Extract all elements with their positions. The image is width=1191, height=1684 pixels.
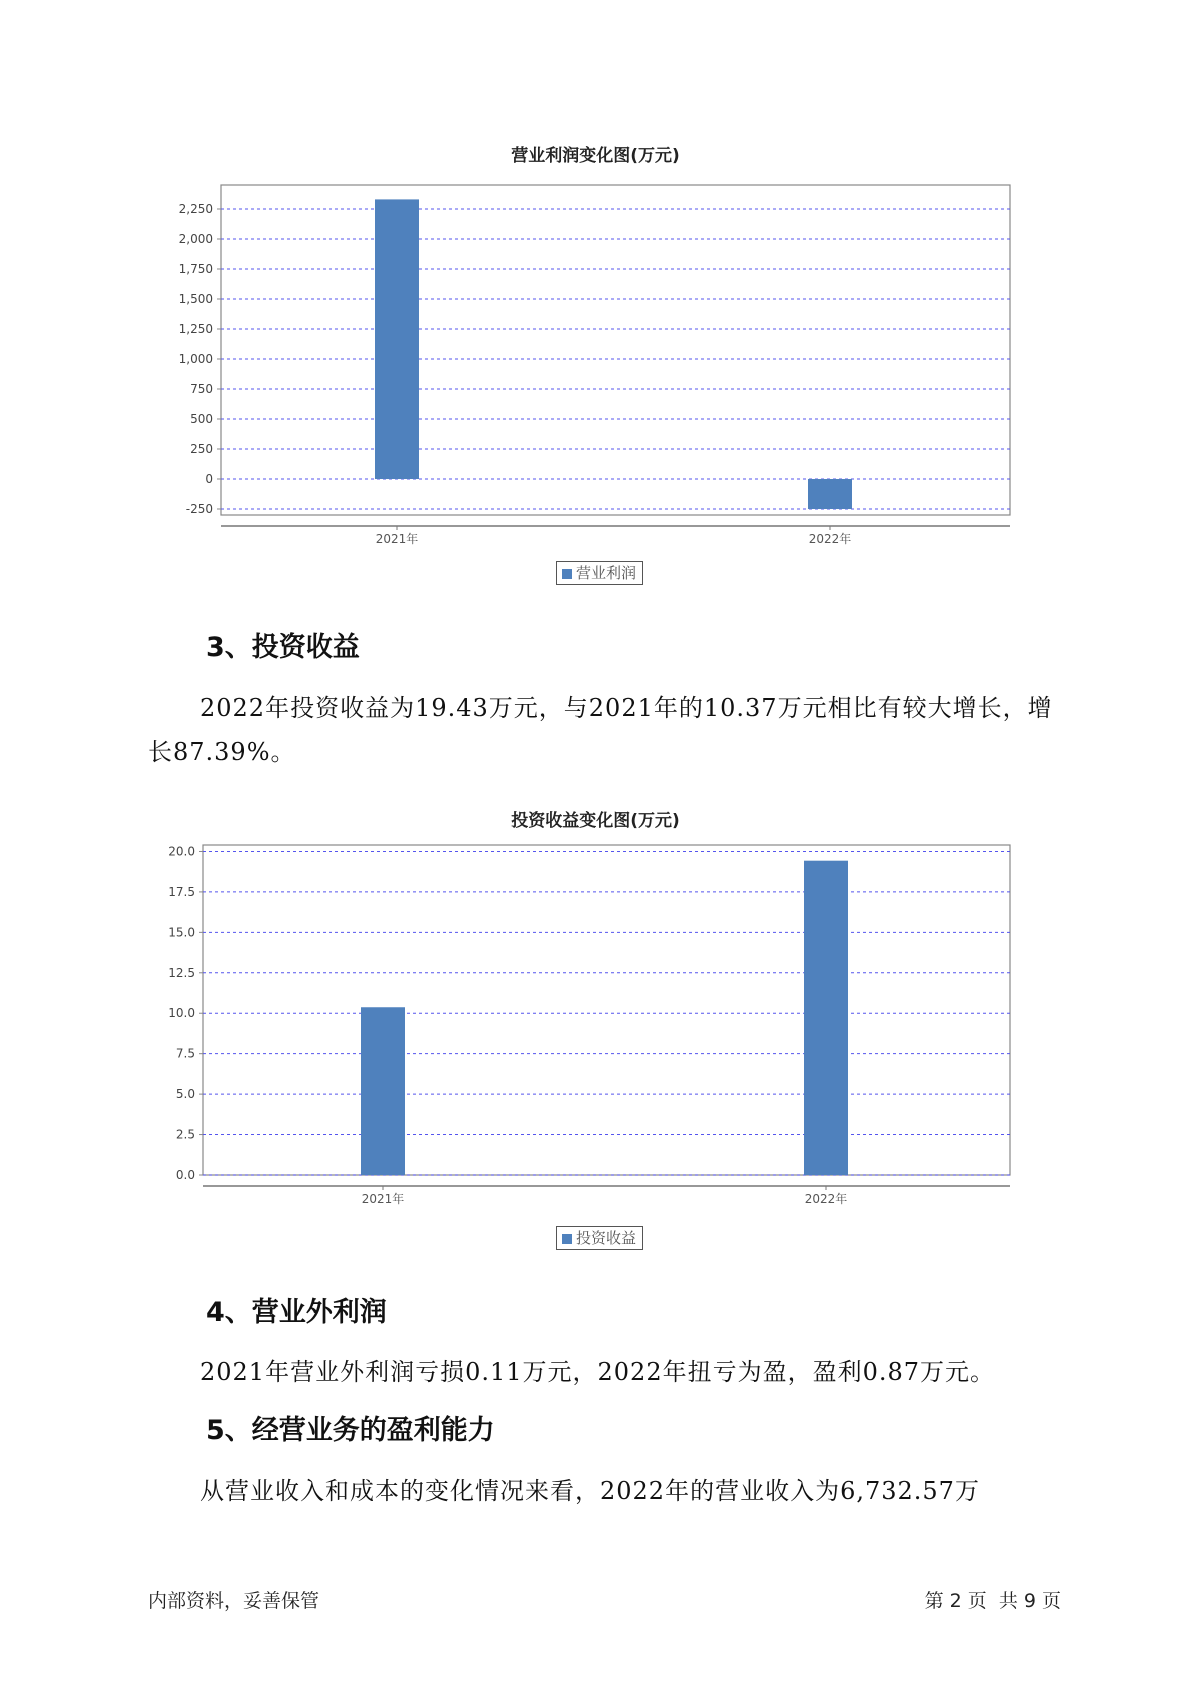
y-tick-label: 750 [190,382,213,396]
chart1-title: 营业利润变化图(万元) [511,146,680,166]
y-tick-label: -250 [185,502,213,516]
section3-paragraph: 2022年投资收益为19.43万元，与2021年的10.37万元相比有较大增长，增长87.39%。 [148,694,1053,766]
bar-2022年 [804,861,848,1175]
y-tick-label: 20.0 [168,844,195,859]
y-tick-label: 0.0 [175,1168,195,1182]
y-tick-label: 2.5 [175,1127,195,1142]
y-tick-label: 7.5 [175,1046,195,1061]
y-tick-label: 15.0 [168,925,195,940]
chart1-legend [556,561,643,585]
chart2-legend-label: 投资收益 [576,1229,637,1247]
bar-2021年 [375,199,419,479]
y-tick-label: 1,250 [178,322,213,336]
plot-area [203,845,1010,1175]
y-tick-label: 1,750 [178,262,213,276]
plot-area [221,185,1010,515]
section4-heading: 4、营业外利润 [206,1297,387,1328]
y-tick-label: 17.5 [168,884,195,899]
chart2-investment-income [0,845,1191,1225]
y-tick-label: 10.0 [168,1006,195,1021]
y-tick-label: 0 [205,472,213,486]
section5-paragraph: 从营业收入和成本的变化情况来看，2022年的营业收入为6,732.57万 [200,1477,980,1505]
legend-swatch [562,569,572,579]
legend-swatch [562,1234,572,1244]
x-tick-label: 2022年 [808,532,852,546]
chart2-legend [556,1226,643,1250]
chart1-operating-profit [0,180,1191,560]
section3-heading: 3、投资收益 [206,632,360,663]
y-tick-label: 1,000 [178,352,213,366]
y-tick-label: 500 [190,412,213,426]
section4-paragraph: 2021年营业外利润亏损0.11万元，2022年扭亏为盈，盈利0.87万元。 [200,1358,996,1386]
bar-2022年 [808,479,852,509]
y-tick-label: 2,250 [178,202,213,216]
y-tick-label: 2,000 [178,232,213,246]
y-tick-label: 250 [190,442,213,456]
y-tick-label: 12.5 [168,965,195,980]
x-tick-label: 2021年 [375,532,419,546]
chart1-legend-label: 营业利润 [576,564,637,582]
footer-confidential-note: 内部资料，妥善保管 [148,1590,320,1612]
x-tick-label: 2021年 [361,1192,405,1206]
y-tick-label: 5.0 [175,1087,195,1102]
chart2-title: 投资收益变化图(万元) [511,811,680,831]
section5-heading: 5、经营业务的盈利能力 [206,1415,495,1446]
bar-2021年 [361,1007,405,1175]
x-tick-label: 2022年 [804,1192,848,1206]
y-tick-label: 1,500 [178,292,213,306]
footer-page-number: 第 2 页 共 9 页 [924,1590,1061,1612]
